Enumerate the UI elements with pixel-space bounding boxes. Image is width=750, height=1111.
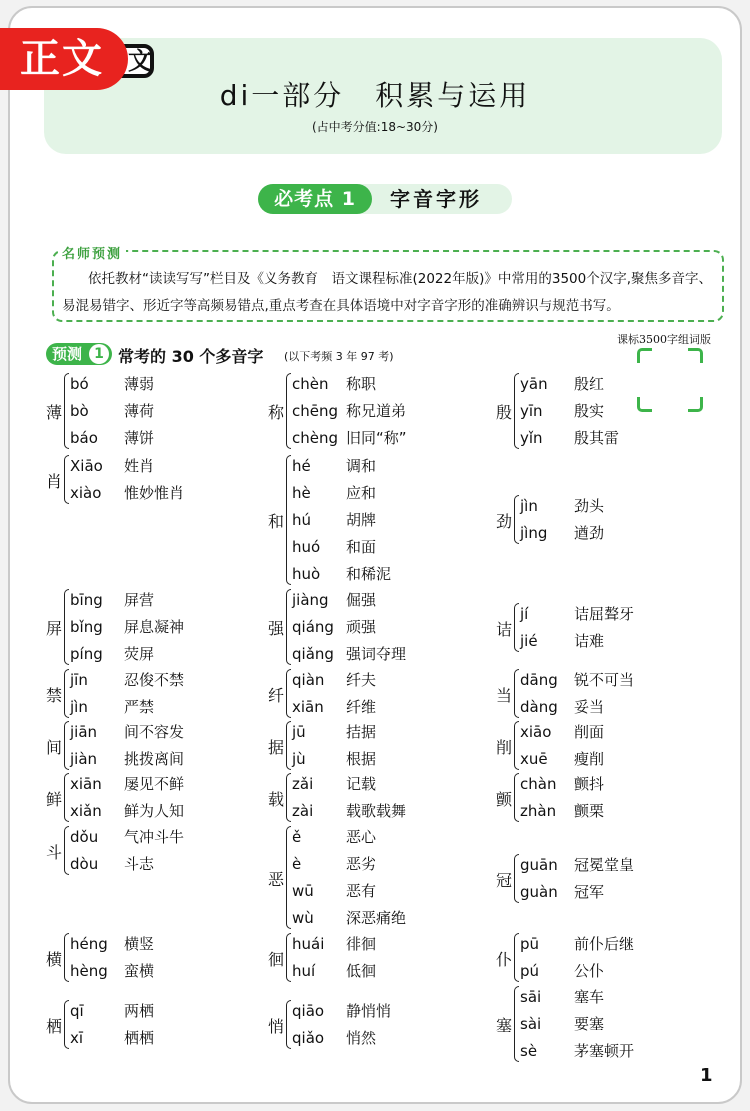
pinyin: jiān (70, 723, 98, 741)
reading-entry (292, 748, 376, 769)
example-word: 茅塞顿开 (574, 1042, 635, 1060)
example-word: 低徊 (346, 962, 377, 980)
example-word: 载歌载舞 (346, 802, 407, 820)
pinyin: pū (520, 935, 540, 953)
polyphone-char: 恶 (268, 869, 285, 889)
example-word: 记载 (346, 775, 377, 793)
reading-entry (292, 643, 406, 664)
polyphone-char: 称 (268, 403, 285, 422)
pinyin: jìn (520, 497, 538, 515)
reading-entry (520, 1013, 604, 1034)
example-word: 悄然 (346, 1029, 377, 1047)
pinyin: chàn (520, 775, 557, 793)
brace (514, 986, 519, 1062)
example-word: 惟妙惟肖 (124, 484, 185, 502)
reading-entry (292, 509, 376, 530)
reading-entry (292, 427, 407, 448)
example-word: 纤夫 (346, 671, 377, 689)
pinyin: báo (70, 429, 98, 447)
polyphone-char: 屏 (46, 619, 63, 638)
example-word: 颤栗 (574, 802, 605, 820)
example-word: 徘徊 (346, 935, 377, 953)
polyphone-char: 诘 (496, 619, 513, 639)
pinyin: qī (70, 1002, 84, 1020)
brace (514, 933, 519, 982)
polyphone-char: 殷 (496, 403, 513, 422)
yuce-note: (以下考频 3 年 97 考) (284, 350, 394, 363)
polyphone-char: 横 (46, 949, 63, 969)
reading-entry (70, 373, 154, 394)
reading-entry (292, 589, 376, 610)
pinyin: jiàng (292, 591, 329, 609)
brace (286, 933, 291, 982)
example-word: 和面 (346, 538, 377, 556)
reading-entry (292, 400, 406, 421)
example-word: 妥当 (574, 698, 605, 716)
reading-entry (292, 616, 376, 637)
pinyin: píng (70, 645, 103, 663)
pinyin: pú (520, 962, 540, 980)
reading-entry (520, 748, 604, 769)
pinyin: guàn (520, 883, 558, 901)
brace (286, 721, 291, 770)
pinyin: wù (292, 909, 314, 927)
pinyin: huí (292, 962, 316, 980)
brace (286, 589, 291, 665)
example-word: 横竖 (124, 935, 155, 953)
pinyin: bó (70, 375, 89, 393)
example-word: 锐不可当 (574, 671, 635, 689)
example-word: 恶有 (346, 882, 377, 900)
reading-entry (292, 721, 376, 742)
example-word: 应和 (346, 484, 377, 502)
reading-entry (70, 427, 154, 448)
example-word: 间不容发 (124, 723, 185, 741)
polyphone-char: 纤 (268, 685, 285, 705)
yuce-title: 常考的 30 个多音字 (118, 347, 264, 366)
example-word: 殷其雷 (574, 429, 620, 447)
pinyin: sài (520, 1015, 542, 1033)
pinyin: héng (70, 935, 108, 953)
example-word: 殷实 (574, 402, 605, 420)
yuce-number: 1 (89, 344, 109, 364)
polyphone-char: 斗 (46, 842, 63, 862)
reading-entry (292, 482, 376, 503)
pinyin: huò (292, 565, 321, 583)
brace (286, 455, 291, 585)
reading-entry (70, 616, 184, 637)
pinyin: xiǎn (70, 802, 102, 820)
example-word: 薄弱 (124, 375, 155, 393)
reading-entry (70, 669, 184, 690)
reading-entry (520, 495, 604, 516)
pinyin: xiān (292, 698, 324, 716)
pinyin: dāng (520, 671, 558, 689)
pinyin: dǒu (70, 828, 99, 846)
example-word: 殷红 (574, 375, 605, 393)
example-word: 冠冕堂皇 (574, 856, 635, 874)
pinyin: yīn (520, 402, 543, 420)
brace (514, 603, 519, 652)
polyphone-char: 强 (268, 619, 285, 638)
kaodian-title: 字音字形 (390, 187, 482, 211)
reading-entry (292, 800, 406, 821)
polyphone-char: 徊 (268, 949, 285, 969)
reading-entry (520, 986, 604, 1007)
prediction-text: 依托教材“读读写写”栏目及《义务教育 语文课程标准(2022年版)》中常用的3500个汉字,聚焦多音字、易混易错字、形近字等高频易错点,重点考查在具体语境中对字音字形的准确辨识与规范书写。 (62, 271, 713, 314)
reading-entry (520, 800, 604, 821)
pinyin: qiǎo (292, 1029, 325, 1047)
pinyin: jīn (70, 671, 88, 689)
reading-entry (520, 696, 604, 717)
reading-entry (520, 960, 604, 981)
reading-entry (70, 773, 184, 794)
pinyin: jìn (70, 698, 88, 716)
brace (64, 589, 69, 665)
polyphone-char: 载 (268, 789, 285, 809)
reading-entry (70, 853, 154, 874)
reading-entry (520, 400, 604, 421)
reading-entry (292, 826, 376, 847)
reading-entry (292, 907, 406, 928)
corner-tag: 正文 (0, 28, 128, 90)
pinyin: jiàn (70, 750, 98, 768)
pinyin: xiào (70, 484, 102, 502)
polyphone-char: 当 (496, 685, 513, 705)
example-word: 公仆 (574, 962, 605, 980)
example-word: 根据 (346, 750, 377, 768)
brace (64, 1000, 69, 1049)
pinyin: bò (70, 402, 89, 420)
pinyin: xiān (70, 775, 102, 793)
example-word: 冠军 (574, 883, 605, 901)
brace (514, 669, 519, 718)
example-word: 屏营 (124, 591, 155, 609)
polyphone-char: 颤 (496, 789, 513, 809)
pinyin: hé (292, 457, 311, 475)
brace (514, 854, 519, 903)
reading-entry (70, 482, 184, 503)
yuce-label: 预测 (52, 345, 83, 363)
kaodian-label: 必考点 1 (258, 184, 372, 214)
brace (286, 1000, 291, 1049)
pinyin: ě (292, 828, 302, 846)
example-word: 胡牌 (346, 511, 377, 529)
example-word: 栖栖 (124, 1029, 155, 1047)
reading-entry (70, 696, 154, 717)
standard-label: 课标3500字组词版 (617, 333, 711, 346)
pinyin: chèng (292, 429, 339, 447)
reading-entry (292, 455, 376, 476)
example-word: 拮据 (346, 723, 377, 741)
pinyin: bīng (70, 591, 103, 609)
brace (514, 373, 519, 449)
reading-entry (292, 933, 376, 954)
reading-entry (70, 455, 154, 476)
pinyin: zǎi (292, 775, 314, 793)
example-word: 姓肖 (124, 457, 155, 475)
reading-entry (292, 880, 376, 901)
pinyin: qiàn (292, 671, 325, 689)
brace (514, 495, 519, 544)
reading-entry (520, 522, 604, 543)
reading-entry (292, 669, 376, 690)
pinyin: zhàn (520, 802, 557, 820)
pinyin: xī (70, 1029, 84, 1047)
example-word: 诘难 (574, 632, 605, 650)
pinyin: qiǎng (292, 645, 334, 663)
pinyin: è (292, 855, 302, 873)
page-number: 1 (700, 1065, 713, 1086)
pinyin: jí (520, 605, 529, 623)
reading-entry (70, 826, 184, 847)
reading-entry (292, 563, 391, 584)
example-word: 前仆后继 (574, 935, 635, 953)
brace (286, 373, 291, 449)
example-word: 旧同“称” (346, 429, 407, 447)
reading-entry (520, 854, 634, 875)
example-word: 斗志 (124, 855, 155, 873)
example-word: 严禁 (124, 698, 155, 716)
reading-entry (292, 773, 376, 794)
polyphone-char: 禁 (46, 685, 63, 705)
pinyin: sāi (520, 988, 542, 1006)
reading-entry (292, 853, 376, 874)
reading-entry (70, 800, 184, 821)
example-word: 鲜为人知 (124, 802, 185, 820)
reading-entry (70, 960, 154, 981)
reading-entry (292, 1027, 376, 1048)
example-word: 纤维 (346, 698, 377, 716)
example-word: 颤抖 (574, 775, 605, 793)
example-word: 削面 (574, 723, 605, 741)
example-word: 荧屏 (124, 645, 155, 663)
polyphone-char: 肖 (46, 471, 63, 491)
example-word: 忍俊不禁 (124, 671, 185, 689)
reading-entry (520, 881, 604, 902)
pinyin: huó (292, 538, 321, 556)
pinyin: zài (292, 802, 314, 820)
example-word: 和稀泥 (346, 565, 392, 583)
reading-entry (70, 643, 154, 664)
brace (64, 933, 69, 982)
polyphone-char: 据 (268, 737, 285, 757)
pinyin: qiāo (292, 1002, 325, 1020)
example-word: 蛮横 (124, 962, 155, 980)
reading-entry (70, 589, 154, 610)
brace (64, 373, 69, 449)
reading-entry (520, 1040, 634, 1061)
pinyin: chēng (292, 402, 339, 420)
pinyin: Xiāo (70, 457, 103, 475)
pinyin: jū (292, 723, 306, 741)
pinyin: xiāo (520, 723, 552, 741)
polyphone-char: 悄 (268, 1016, 285, 1036)
example-word: 屡见不鲜 (124, 775, 185, 793)
pinyin: hèng (70, 962, 108, 980)
reading-entry (292, 960, 376, 981)
brace (286, 669, 291, 718)
pinyin: chèn (292, 375, 329, 393)
brace (64, 669, 69, 718)
reading-entry (520, 721, 604, 742)
section-subtitle: (占中考分值:18~30分) (311, 120, 438, 134)
reading-entry (520, 773, 604, 794)
example-word: 薄荷 (124, 402, 155, 420)
reading-entry (520, 427, 619, 448)
example-word: 薄饼 (124, 429, 155, 447)
pinyin: jié (520, 632, 538, 650)
polyphone-char: 和 (268, 512, 285, 531)
pinyin: bǐng (70, 618, 103, 636)
example-word: 称职 (346, 375, 377, 393)
corner-tag-tail: 文 (118, 44, 154, 78)
example-word: 恶心 (346, 828, 377, 846)
reading-entry (520, 630, 604, 651)
reading-entry (520, 373, 604, 394)
polyphone-char: 栖 (46, 1016, 63, 1036)
example-word: 两栖 (124, 1002, 155, 1020)
section-title: di一部分 积累与运用 (219, 79, 531, 112)
brace (64, 773, 69, 822)
reading-entry (70, 933, 154, 954)
pinyin: xuē (520, 750, 548, 768)
example-word: 塞车 (574, 988, 605, 1006)
reading-entry (70, 1027, 154, 1048)
reading-entry (70, 748, 184, 769)
example-word: 调和 (346, 457, 377, 475)
qr-code-frame[interactable] (637, 348, 703, 412)
reading-entry (70, 1000, 154, 1021)
pinyin: yǐn (520, 429, 543, 447)
example-word: 诘屈聱牙 (574, 605, 635, 623)
example-word: 劲头 (574, 497, 605, 515)
pinyin: hè (292, 484, 311, 502)
polyphone-char: 鲜 (46, 789, 63, 809)
polyphone-char: 仆 (496, 949, 513, 969)
example-word: 要塞 (574, 1015, 605, 1033)
example-word: 遒劲 (574, 524, 605, 542)
example-word: 称兄道弟 (346, 402, 407, 420)
brace (514, 773, 519, 822)
example-word: 恶劣 (346, 855, 377, 873)
polyphone-char: 劲 (496, 511, 513, 531)
example-word: 屏息凝神 (124, 618, 185, 636)
pinyin: wū (292, 882, 314, 900)
example-word: 深恶痛绝 (346, 909, 407, 927)
reading-entry (520, 603, 634, 624)
reading-entry (292, 373, 376, 394)
pinyin: sè (520, 1042, 538, 1060)
brace (514, 721, 519, 770)
example-word: 挑拨离间 (124, 750, 185, 768)
pinyin: huái (292, 935, 325, 953)
reading-entry (520, 933, 634, 954)
reading-entry (292, 696, 376, 717)
reading-entry (292, 536, 376, 557)
polyphone-char: 薄 (46, 403, 63, 422)
example-word: 气冲斗牛 (124, 828, 185, 846)
pinyin: qiáng (292, 618, 334, 636)
prediction-label: 名师预测 (58, 243, 126, 262)
example-word: 静悄悄 (346, 1002, 392, 1020)
brace (64, 826, 69, 875)
reading-entry (70, 400, 154, 421)
pinyin: guān (520, 856, 558, 874)
pinyin: jù (292, 750, 306, 768)
example-word: 顽强 (346, 618, 377, 636)
polyphone-char: 削 (496, 737, 513, 757)
pinyin: yān (520, 375, 548, 393)
reading-entry (70, 721, 184, 742)
reading-entry (292, 1000, 391, 1021)
brace (64, 455, 69, 504)
example-word: 强词夺理 (346, 645, 407, 663)
pinyin: hú (292, 511, 312, 529)
polyphone-char: 冠 (496, 870, 513, 890)
polyphone-char: 塞 (496, 1016, 513, 1035)
pinyin: jìng (520, 524, 548, 542)
brace (286, 773, 291, 822)
brace (64, 721, 69, 770)
brace (286, 826, 291, 929)
polyphone-char: 间 (46, 737, 63, 757)
reading-entry (520, 669, 634, 690)
pinyin: dòu (70, 855, 99, 873)
pinyin: dàng (520, 698, 558, 716)
example-word: 瘦削 (574, 750, 605, 768)
example-word: 倔强 (346, 591, 377, 609)
